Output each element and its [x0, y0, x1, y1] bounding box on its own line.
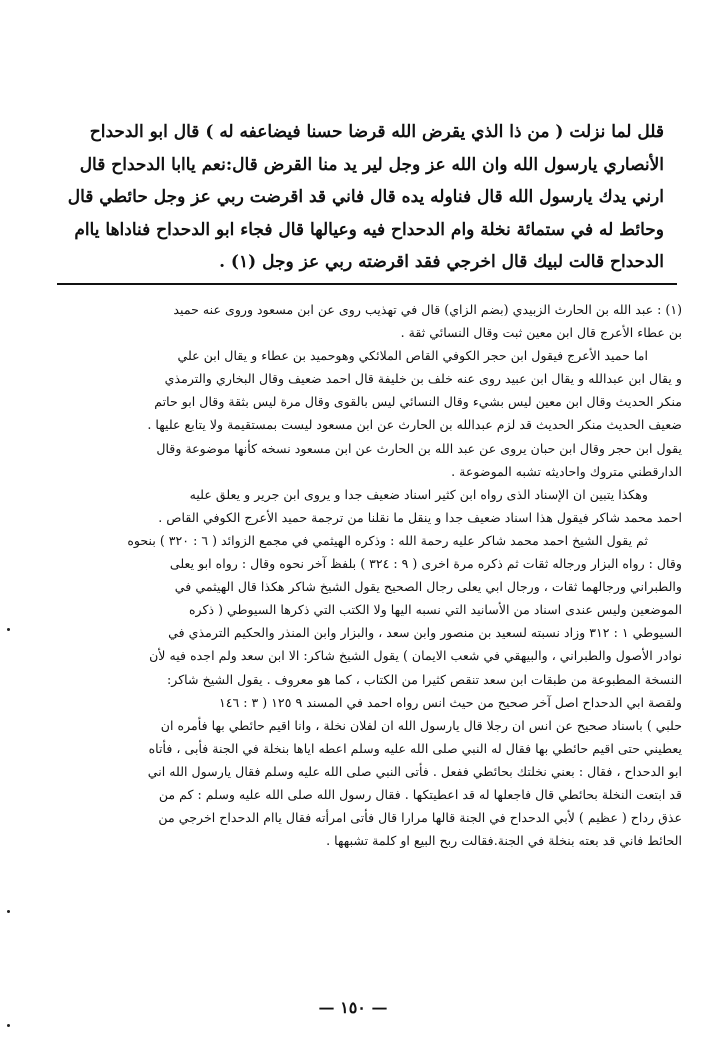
footnote-line: وقال : رواه البزار ورجاله ثقات ثم ذكره مرة اخرى ( ٩ : ٣٢٤ ) بلفظ آخر نحوه وقال : رواه ابو يعلى: [169, 556, 682, 572]
footnote-line: ثم يقول الشيخ احمد محمد شاكر عليه رحمة الله : وذكره الهيثمي في مجمع الزوائد ( ٦ : ٣٢٠ ) بنحوه: [127, 532, 648, 548]
footnote-line: احمد محمد شاكر فيقول هذا اسناد ضعيف جدا و ينقل ما نقلنا من ترجمة حميد الأعرج الكوفي القاص .: [158, 509, 682, 525]
footnote-line: يعطيني حتى اقيم حائطي بها فقال له النبي صلى الله عليه وسلم اعطه اياها بنخلة في الجنة فأبى ، فأتاه: [148, 740, 682, 756]
main-body-text: [54, 116, 664, 279]
footnote-divider: [57, 283, 677, 285]
main-text-line: ارني يدك يارسول الله قال فناوله يده قال فاني قد اقرضت ربي عز وجل حائطي قال: [67, 187, 664, 207]
footnote-line: نوادر الأصول والطبراني ، والبيهقي في شعب الايمان ) يقول الشيخ شاكر: الا ابن سعد ولم اجده فيه لأن: [149, 648, 682, 664]
footnote-line: عذق رداح ( عظيم ) لأبي الدحداح في الجنة قالها مرارا قال فأتى امرأته فقال ياام الدحداح اخرجي من: [158, 810, 682, 826]
footnote-line: ابو الدحداح ، فقال : بعني نخلتك بحائطي ففعل . فأتى النبي صلى الله عليه وسلم فقال يارسول الله اني: [147, 763, 682, 779]
footnote-line: يقول ابن حجر وقال ابن حبان يروى عن عبد الله بن الحارث عن ابن مسعود نسخه كأنها موضوعة وقال: [156, 440, 682, 456]
footnote-line: منكر الحديث وقال ابن معين ليس بشيء وقال النسائي ليس بالقوى وقال مرة ليس بثقة وقال ابو حاتم: [154, 394, 682, 410]
footnote-line: اما حميد الأعرج فيقول ابن حجر الكوفي القاص الملائكي وهوحميد بن عطاء و يقال ابن علي: [177, 348, 648, 364]
footnote-line: و يقال ابن عبدالله و يقال ابن عبيد روى عنه خلف بن خليفة قال احمد ضعيف وقال البخاري والترمذي: [164, 371, 682, 387]
footnote-line: السيوطي ١ : ٣١٢ وزاد نسبته لسعيد بن منصور وابن سعد ، والبزار وابن المنذر والحكيم الترمذي في: [168, 625, 682, 641]
margin-dot: [7, 910, 10, 913]
main-text-line: الدحداح قالت لبيك قال اخرجي فقد اقرضته ربي عز وجل (١) .: [219, 252, 664, 272]
footnote-line: حلبي ) باسناد صحيح عن انس ان رجلا قال يارسول الله ان لفلان نخلة ، وانا اقيم حائطي بها فأمره ان: [160, 717, 682, 733]
footnote-line: بن عطاء الأعرج قال ابن معين ثبت وقال النسائي ثقة .: [400, 325, 682, 341]
footnote-line: والطبراني ورجالهما ثقات ، ورجال ابي يعلى رجال الصحيح يقول الشيخ شاكر هكذا قال الهيثمي في: [174, 579, 682, 595]
main-text-line: قلل لما نزلت ( من ذا الذي يقرض الله قرضا حسنا فيضاعفه له ) قال ابو الدحداح: [89, 122, 664, 142]
footnote-line: الحائط فاني قد بعته بنخلة في الجنة.فقالت ربح البيع او كلمة تشبهها .: [326, 833, 682, 849]
margin-dot: [7, 628, 10, 631]
main-text-line: الأنصاري يارسول الله وان الله عز وجل لير يد منا القرض قال:نعم ياابا الدحداح قال: [79, 154, 664, 175]
margin-dot: [7, 1024, 10, 1027]
footnote-line: (١) : عبد الله بن الحارث الزبيدي (بضم الزاي) قال في تهذيب روى عن ابن مسعود وروى عنه حميد: [173, 302, 682, 317]
footnote-line: الدارقطني متروك واحاديثه تشبه الموضوعة .: [451, 463, 682, 479]
main-text-line: وحائط له في ستمائة نخلة وام الدحداح فيه وعيالها قال فجاء ابو الدحداح فناداها ياام: [74, 219, 664, 240]
footnote-line: قد ابتعت النخلة بحائطي قال فاجعلها له قد اعطيتكها . فقال رسول الله صلى الله عليه وسلم : كم من: [158, 786, 682, 802]
footnote-line: ضعيف الحديث منكر الحديث قد لزم عبدالله بن الحارث عن ابن مسعود ليست بمستقيمة ولا يتابع عليها .: [147, 417, 682, 433]
page-number: — ١٥٠ —: [318, 998, 388, 1017]
footnote-line: الموضعين وليس عندى اسناد من الأسانيد التي نسبه اليها ولا الكتب التي ذكرها السيوطي ( ذكره: [188, 602, 682, 618]
footnote-line: وهكذا يتبين ان الإسناد الذى رواه ابن كثير اسناد ضعيف جدا و يروى ابن جرير و يعلق عليه: [189, 486, 648, 502]
footnote-line: ولقصة ابي الدحداح اصل آخر صحيح من حيث انس رواه احمد في المسند ٩ ١٢٥ ( ٣ : ١٤٦: [218, 694, 682, 710]
footnotes-section: [46, 298, 682, 852]
footnote-line: النسخة المطبوعة من طبقات ابن سعد تنقص كثيرا من الكتاب ، كما هو معروف . يقول الشيخ شاكر:: [167, 671, 682, 687]
